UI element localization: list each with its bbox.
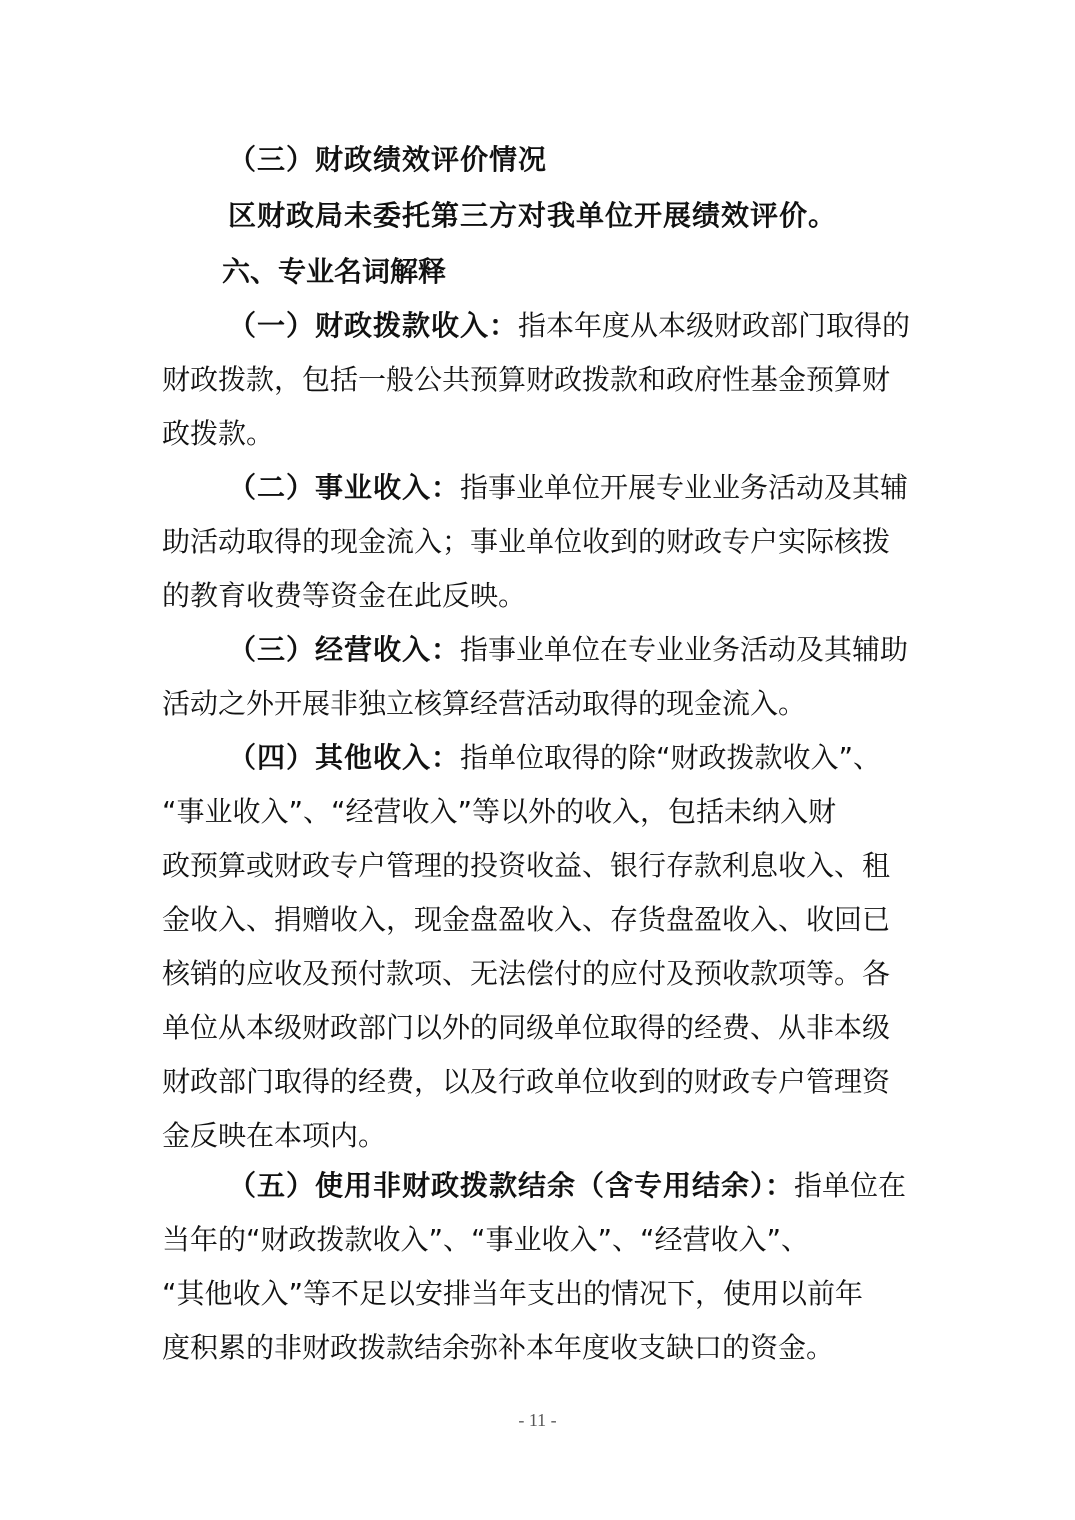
term-label: （二）事业收入： (228, 471, 461, 504)
term-paragraph (228, 306, 910, 346)
term-text: 指本年度从本级财政部门取得的 (518, 309, 911, 342)
term-text-line: 的教育收费等资金在此反映。 (162, 579, 527, 612)
term-text: 指事业单位在专业业务活动及其辅助 (460, 633, 909, 666)
section-3-heading: （三）财政绩效评价情况 (228, 143, 548, 176)
term-label: （三）经营收入： (228, 633, 461, 666)
term-text-line: 活动之外开展非独立核算经营活动取得的现金流入。 (162, 687, 807, 720)
term-paragraph (228, 1166, 906, 1206)
term-paragraph (228, 738, 881, 778)
term-text-line: 单位从本级财政部门以外的同级单位取得的经费、从非本级 (162, 1011, 891, 1044)
term-text-line: 金反映在本项内。 (162, 1119, 387, 1152)
term-text-line: 当年的“财政拨款收入”、“事业收入”、“经营收入”、 (162, 1223, 810, 1256)
term-text-line: “事业收入”、“经营收入”等以外的收入，包括未纳入财 (162, 795, 837, 828)
term-text-line: 核销的应收及预付款项、无法偿付的应付及预收款项等。各 (162, 957, 891, 990)
term-label: （一）财政拨款收入： (228, 309, 519, 342)
page-number: - 11 - (518, 1410, 557, 1430)
term-paragraph (228, 468, 908, 508)
section-6-heading: 六、专业名词解释 (222, 255, 447, 288)
section-3-body: 区财政局未委托第三方对我单位开展绩效评价。 (228, 199, 838, 232)
term-label: （四）其他收入： (228, 741, 461, 774)
term-paragraph (228, 630, 908, 670)
term-text-line: 度积累的非财政拨款结余弥补本年度收支缺口的资金。 (162, 1331, 835, 1364)
term-text-line: “其他收入”等不足以安排当年支出的情况下，使用以前年 (162, 1277, 864, 1310)
term-text: 指单位在 (794, 1169, 907, 1202)
term-text-line: 财政拨款，包括一般公共预算财政拨款和政府性基金预算财 (162, 363, 891, 396)
term-text-line: 政拨款。 (162, 417, 275, 450)
term-text-line: 助活动取得的现金流入；事业单位收到的财政专户实际核拨 (162, 525, 891, 558)
term-text-line: 政预算或财政专户管理的投资收益、银行存款利息收入、租 (162, 849, 891, 882)
term-text-line: 金收入、捐赠收入，现金盘盈收入、存货盘盈收入、收回已 (162, 903, 891, 936)
term-text: 指单位取得的除“财政拨款收入”、 (460, 741, 882, 774)
term-text: 指事业单位开展专业业务活动及其辅 (460, 471, 909, 504)
term-text-line: 财政部门取得的经费，以及行政单位收到的财政专户管理资 (162, 1065, 891, 1098)
term-label: （五）使用非财政拨款结余（含专用结余）： (228, 1169, 795, 1202)
